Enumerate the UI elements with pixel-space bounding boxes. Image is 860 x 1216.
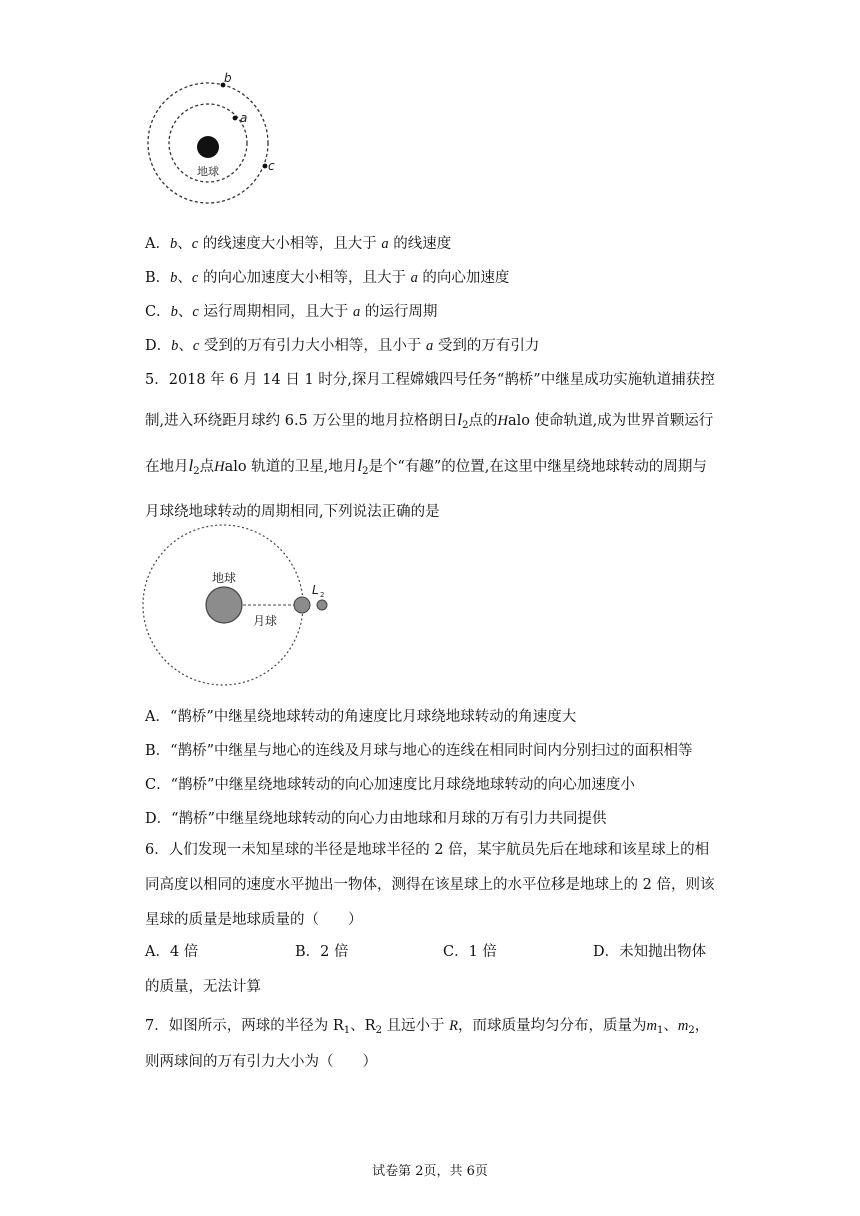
q5-option-c: C．“鹊桥”中继星绕地球转动的向心加速度比月球绕地球转动的向心加速度小 (145, 777, 635, 793)
label-b: b (224, 71, 232, 85)
q5-option-d: D．“鹊桥”中继星绕地球转动的向心力由地球和月球的万有引力共同提供 (145, 811, 607, 827)
figure-earth-moon-l2 (140, 520, 340, 690)
page-footer: 试卷第 2页，共 6页 (372, 1164, 488, 1179)
l2-point (317, 600, 327, 610)
figure-earth-satellites (140, 70, 290, 215)
q6-stem: 6．人们发现一未知星球的半径是地球半径的 2 倍，某宇航员先后在地球和该星球上的相同高度以相同的速度水平抛出一物体，测得在该星球上的水平位移是地球上的 2 倍，则该星球的质量是地球质量的（ ） (145, 842, 715, 928)
earth-label: 地球 (211, 571, 237, 585)
earth-ball (206, 587, 242, 623)
q6-option-b: B．2 倍 (295, 944, 349, 960)
q5-option-a: A．“鹊桥”中继星绕地球转动的角速度比月球绕地球转动的角速度大 (145, 709, 577, 725)
satellite-a (233, 116, 238, 121)
q5-stem: 5．2018 年 6 月 14 日 1 时分,探月工程嫦娥四号任务“鹊桥”中继星成功实施轨道捕获控制,进入环绕距月球约 6.5 万公里的地月拉格朗日$l_2$点的Halo 使命轨道,成为世界首颗运行在地月$l_2$点Halo 轨道的卫星,地月$l_2$是个“有趣”的位置,在这里中继星绕地球转动的周期与月球绕地球转动的周期相同,下列说法正确的是 (145, 372, 715, 520)
moon-label: 月球 (252, 614, 278, 628)
q6-option-d-cont: 的质量，无法计算 (145, 979, 261, 995)
q4-option-d: D．b、c 受到的万有引力大小相等，且小于 a 受到的万有引力 (145, 338, 540, 354)
l2-label: L (312, 583, 319, 597)
label-c: c (268, 159, 275, 173)
satellite-c (263, 164, 268, 169)
q7-stem-line2: 则两球间的万有引力大小为（ ） (145, 1054, 377, 1070)
q6-option-d: D．未知抛出物体 (593, 944, 707, 960)
q7-stem-line1: 7．如图所示，两球的半径为 $R_1$、$R_2$ 且远小于 R，而球质量均匀分布，质量为$m_1$、$m_2$， (145, 1018, 710, 1036)
q5-option-b: B．“鹊桥”中继星与地心的连线及月球与地心的连线在相同时间内分别扫过的面积相等 (145, 743, 693, 759)
q6-option-c: C．1 倍 (443, 944, 497, 960)
q4-option-a: A．b、c 的线速度大小相等，且大于 a 的线速度 (145, 236, 452, 252)
earth-label: 地球 (197, 165, 219, 178)
label-a: a (240, 111, 248, 125)
l2-label-sub: 2 (320, 591, 325, 599)
earth-dot (197, 136, 219, 158)
q6-option-a: A．4 倍 (145, 944, 199, 960)
moon-ball (294, 597, 310, 613)
q4-option-c: C．b、c 运行周期相同，且大于 a 的运行周期 (145, 304, 438, 320)
q4-option-b: B．b、c 的向心加速度大小相等，且大于 a 的向心加速度 (145, 270, 510, 286)
